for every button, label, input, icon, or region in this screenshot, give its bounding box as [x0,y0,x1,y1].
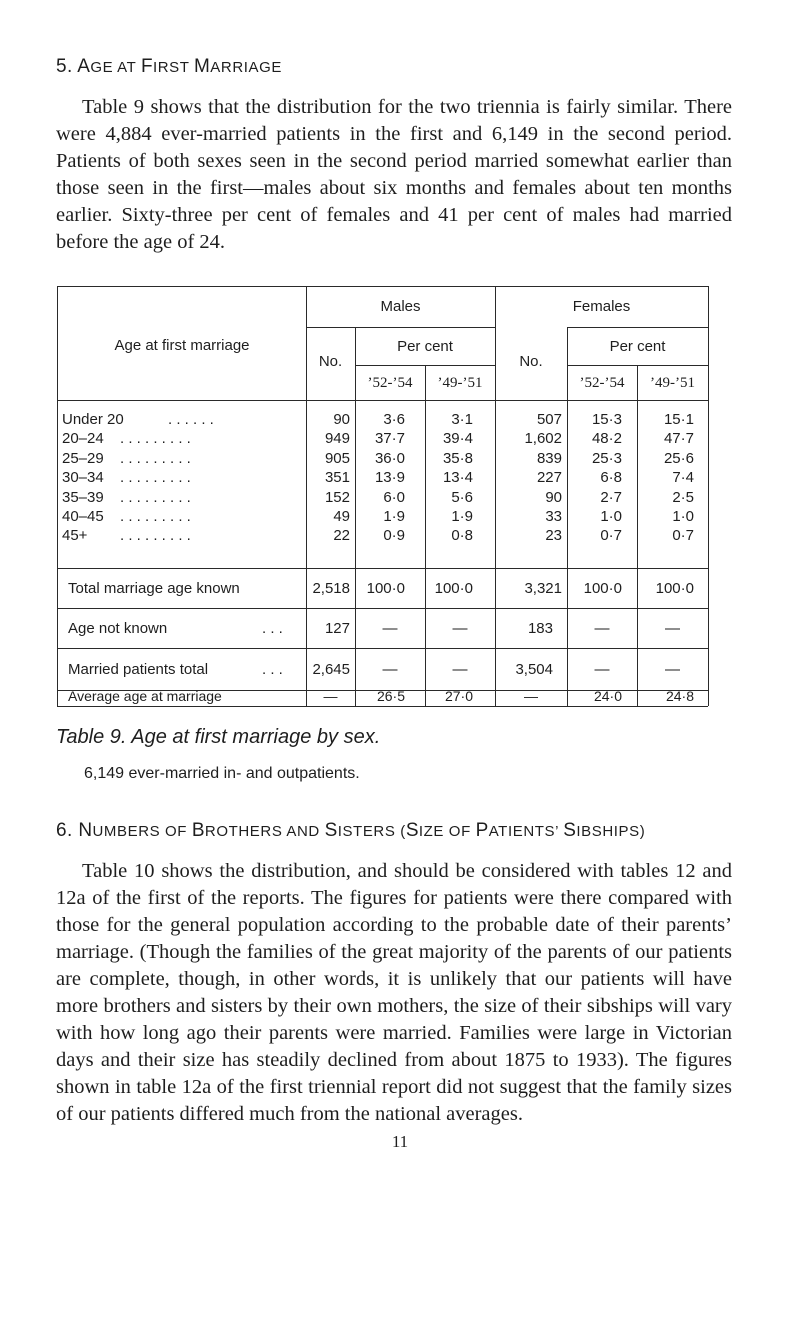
males-rule [306,327,495,328]
table-row-average: Average age at marriage — 26·5 27·0 — 24·0 24·8 [68,688,694,704]
row-header: Age at first marriage [114,337,250,354]
females-rule [567,327,708,328]
females-header: Females [572,298,631,315]
section-title: AGE AT FIRST MARRIAGE [77,56,282,77]
males-no-header: No. [318,353,343,370]
section-6-paragraph: Table 10 shows the distribution, and should be considered with tables 12 and 12a of the first of the reports. The figures for patients were there compared with those for the general population according to the probable date of their parents’ marriage. (Though the families of the great majority of the parents of our patients are complete, though, in other words, it is unlikely that our patients will have more brothers and sisters by their own mothers, the size of their sibships will vary with how long ago their parents were married. Families were large in Victorian days and their size has steadily declined from about 1875 to 1933). The figures shown in table 12a of the first triennial report did not suggest that the family sizes of our patients differed much from the national averages. [56,860,732,1125]
males-header: Males [380,298,421,315]
page-number: 11 [391,1132,409,1151]
table-9: Age at first marriage Males Females No. Per cent No. Per cent ’52-’54 ’49-’51 ’52-’54 ’49-’51 Under 20 . . . . . . 90 3·6 3·1 507 15·3 15·1 20–24 . . . . . . . . . 949 37·7 39·4 1,602 48·2 47·7 25–29 . . . . . . . . . 905 36·0 35·8 839 25·3 25·6 30–34 . . . . . . . . . 351 13·9 13·4 227 6·8 7·4 35–39 . . . . . . . . . 152 6·0 5·6 90 2·7 2·5 40–45 . . . . . . . . . 49 1·9 1·9 33 1·0 1·0 45+ . . . . . . . . . 22 0·9 0·8 23 0·7 0·7 Total marriage age known 2,518 100·0 100·0 3,321 100·0 100·0 Age not known . . . 127 — — 183 — — Married patients total . . . 2,645 — — 3,504 — — [0,0,800,1324]
section-number: 5. [56,56,73,77]
males-period-b: ’49-’51 [437,375,483,391]
section-6-heading [56,820,756,842]
section-number: 6. [56,820,73,841]
females-period-b: ’49-’51 [650,375,695,391]
total-row-rule [57,608,708,609]
table-right-rule [708,286,709,706]
table-bottom-rule [57,706,708,707]
table-caption [56,726,380,749]
section-title: NUMBERS OF BROTHERS AND SISTERS (SIZE OF PATIENTS’ SIBSHIPS) [78,820,646,841]
table-left-rule [57,286,58,706]
header-bottom-rule [57,400,708,401]
caption-label: Table 9. [56,726,127,748]
males-period-a: ’52-’54 [367,375,413,391]
table-subcaption: 6,149 ever-married in- and outpatients. [84,765,360,782]
females-percent-header: Per cent [609,338,666,355]
body-bottom-rule [57,568,708,569]
section-5-paragraph: Table 9 shows that the distribution for the two triennia is fairly similar. There were 4,884 ever-married patients in the first and 6,149 in the second period. Patients of both sexes seen in the second period married somewhat earlier than those seen in the first—males about six months and females about ten months earlier. Sixty-three per cent of females and 41 per cent of males had married before the age of 24. [56,96,732,253]
caption-title: Age at first marriage by sex. [131,726,381,748]
not-known-row-rule [57,648,708,649]
females-period-a: ’52-’54 [579,375,625,391]
males-percent-header: Per cent [397,338,453,355]
table-top-rule [57,286,708,287]
females-no-header: No. [519,353,543,370]
